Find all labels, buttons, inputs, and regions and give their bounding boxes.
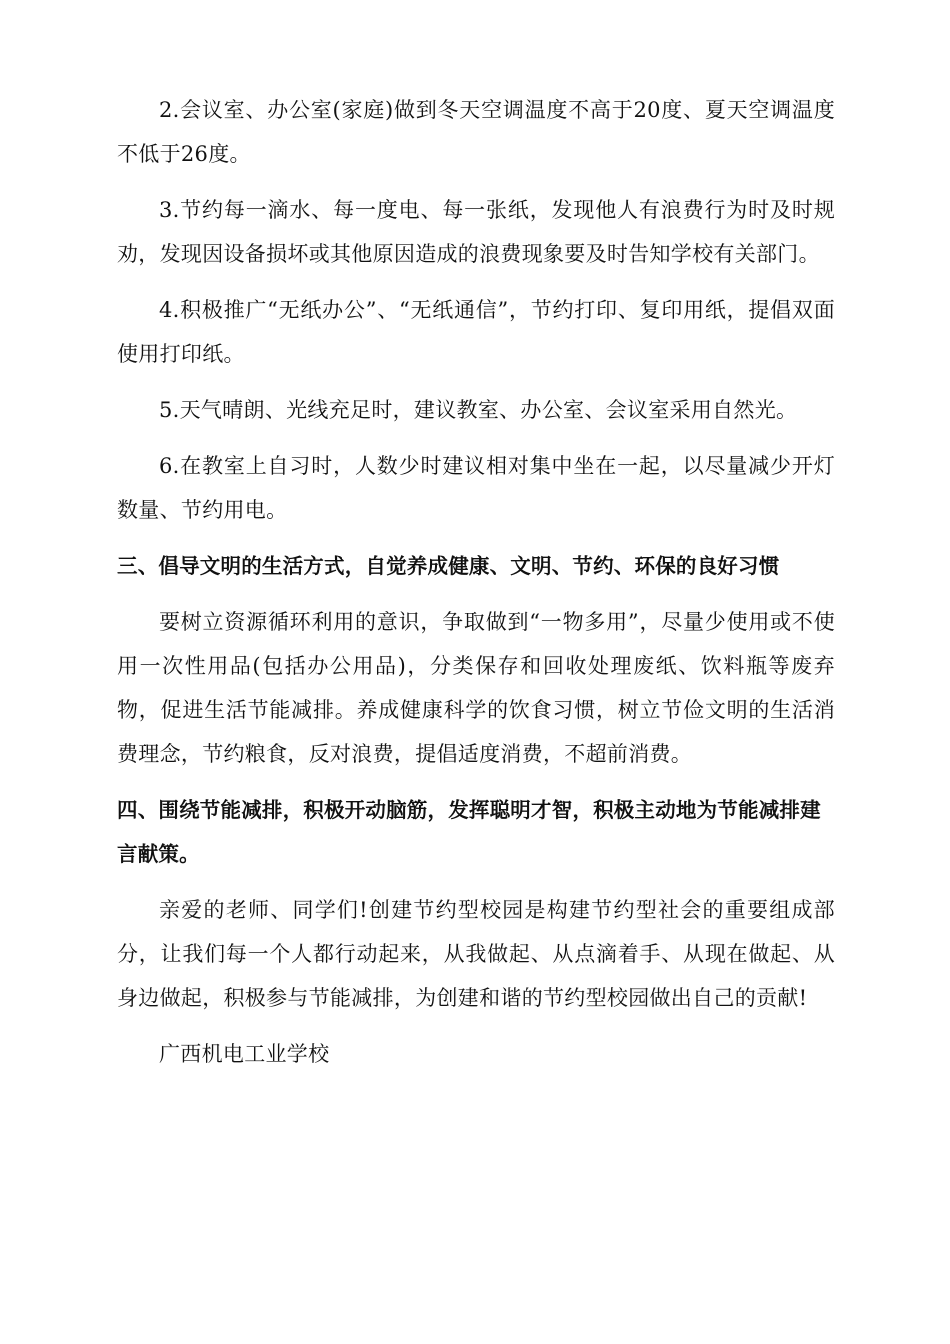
section-3-heading: 三、倡导文明的生活方式，自觉养成健康、文明、节约、环保的良好习惯 <box>117 554 780 578</box>
closing-paragraph: 亲爱的老师、同学们!创建节约型校园是构建节约型社会的重要组成部分，让我们每一个人都行动起来，从我做起、从点滴着手、从现在做起、从身边做起，积极参与节能减排，为创建和谐的节约型校园做出自己的贡献! <box>117 898 835 1010</box>
item-6-paragraph: 6.在教室上自习时，人数少时建议相对集中坐在一起，以尽量减少开灯数量、节约用电。 <box>117 454 835 522</box>
item-5-paragraph: 5.天气晴朗、光线充足时，建议教室、办公室、会议室采用自然光。 <box>159 398 798 422</box>
document-page <box>117 88 835 1088</box>
section-3-body: 要树立资源循环利用的意识，争取做到“一物多用”，尽量少使用或不使用一次性用品(包括办公用品)，分类保存和回收处理废纸、饮料瓶等废弃物，促进生活节能减排。养成健康科学的饮食习惯，树立节俭文明的生活消费理念，节约粮食，反对浪费，提倡适度消费，不超前消费。 <box>117 610 835 766</box>
signature: 广西机电工业学校 <box>159 1042 330 1066</box>
item-2-paragraph: 2.会议室、办公室(家庭)做到冬天空调温度不高于20度、夏天空调温度不低于26度。 <box>117 98 835 166</box>
item-4-paragraph: 4.积极推广“无纸办公”、“无纸通信”，节约打印、复印用纸，提倡双面使用打印纸。 <box>117 298 835 366</box>
section-4-heading: 四、围绕节能减排，积极开动脑筋，发挥聪明才智，积极主动地为节能减排建言献策。 <box>117 798 821 866</box>
item-3-paragraph: 3.节约每一滴水、每一度电、每一张纸，发现他人有浪费行为时及时规劝，发现因设备损坏或其他原因造成的浪费现象要及时告知学校有关部门。 <box>117 198 835 266</box>
